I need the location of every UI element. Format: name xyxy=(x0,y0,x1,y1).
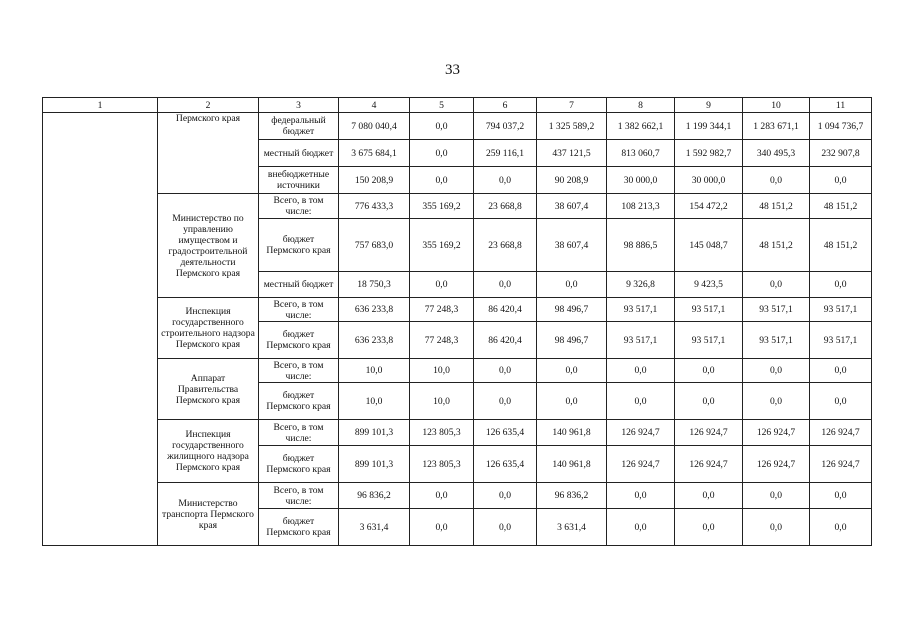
value-cell: 10,0 xyxy=(410,383,474,420)
header-cell: 11 xyxy=(810,98,872,113)
header-cell: 7 xyxy=(537,98,607,113)
value-cell: 98 886,5 xyxy=(607,219,675,272)
value-cell: 232 907,8 xyxy=(810,140,872,167)
value-cell: 123 805,3 xyxy=(410,446,474,483)
header-cell: 6 xyxy=(474,98,537,113)
value-cell: 355 169,2 xyxy=(410,219,474,272)
value-cell: 10,0 xyxy=(339,383,410,420)
value-cell: 0,0 xyxy=(810,383,872,420)
value-cell: 23 668,8 xyxy=(474,219,537,272)
value-cell: 18 750,3 xyxy=(339,272,410,298)
value-cell: 636 233,8 xyxy=(339,298,410,322)
value-cell: 126 635,4 xyxy=(474,446,537,483)
value-cell: 0,0 xyxy=(810,167,872,194)
value-cell: 0,0 xyxy=(474,167,537,194)
value-cell: 98 496,7 xyxy=(537,298,607,322)
source-cell: Всего, в том числе: xyxy=(259,483,339,509)
header-cell: 5 xyxy=(410,98,474,113)
page-number: 33 xyxy=(445,62,460,78)
value-cell: 93 517,1 xyxy=(675,298,743,322)
value-cell: 96 836,2 xyxy=(537,483,607,509)
value-cell: 108 213,3 xyxy=(607,194,675,219)
source-cell: местный бюджет xyxy=(259,140,339,167)
value-cell: 126 924,7 xyxy=(810,446,872,483)
value-cell: 3 631,4 xyxy=(339,509,410,546)
header-cell: 1 xyxy=(43,98,158,113)
source-cell: Всего, в том числе: xyxy=(259,420,339,446)
value-cell: 10,0 xyxy=(410,359,474,383)
value-cell: 23 668,8 xyxy=(474,194,537,219)
table-row xyxy=(43,194,872,219)
value-cell: 1 283 671,1 xyxy=(743,113,810,140)
value-cell: 794 037,2 xyxy=(474,113,537,140)
value-cell: 776 433,3 xyxy=(339,194,410,219)
value-cell: 150 208,9 xyxy=(339,167,410,194)
value-cell: 0,0 xyxy=(675,359,743,383)
value-cell: 899 101,3 xyxy=(339,446,410,483)
header-cell: 2 xyxy=(158,98,259,113)
value-cell: 10,0 xyxy=(339,359,410,383)
value-cell: 0,0 xyxy=(410,483,474,509)
value-cell: 7 080 040,4 xyxy=(339,113,410,140)
value-cell: 140 961,8 xyxy=(537,446,607,483)
value-cell: 0,0 xyxy=(743,383,810,420)
value-cell: 0,0 xyxy=(410,509,474,546)
value-cell: 30 000,0 xyxy=(607,167,675,194)
value-cell: 757 683,0 xyxy=(339,219,410,272)
org-cell: Министерство по управлению имуществом и градостроительной деятельности Пермского края xyxy=(158,194,259,298)
value-cell: 126 924,7 xyxy=(743,420,810,446)
value-cell: 86 420,4 xyxy=(474,298,537,322)
value-cell: 0,0 xyxy=(743,359,810,383)
value-cell: 38 607,4 xyxy=(537,194,607,219)
value-cell: 0,0 xyxy=(810,483,872,509)
value-cell: 1 094 736,7 xyxy=(810,113,872,140)
value-cell: 48 151,2 xyxy=(810,194,872,219)
value-cell: 1 382 662,1 xyxy=(607,113,675,140)
table-row xyxy=(43,483,872,509)
value-cell: 93 517,1 xyxy=(607,298,675,322)
value-cell: 48 151,2 xyxy=(743,219,810,272)
value-cell: 636 233,8 xyxy=(339,322,410,359)
header-cell: 3 xyxy=(259,98,339,113)
value-cell: 90 208,9 xyxy=(537,167,607,194)
value-cell: 93 517,1 xyxy=(607,322,675,359)
value-cell: 98 496,7 xyxy=(537,322,607,359)
value-cell: 48 151,2 xyxy=(810,219,872,272)
source-cell: Всего, в том числе: xyxy=(259,298,339,322)
org-cell: Инспекция государственного жилищного надзора Пермского края xyxy=(158,420,259,483)
source-cell: бюджет Пермского края xyxy=(259,509,339,546)
org-cell: Министерство транспорта Пермского края xyxy=(158,483,259,546)
header-cell: 8 xyxy=(607,98,675,113)
value-cell: 0,0 xyxy=(675,509,743,546)
source-cell: внебюджетные источники xyxy=(259,167,339,194)
value-cell: 48 151,2 xyxy=(743,194,810,219)
source-cell: местный бюджет xyxy=(259,272,339,298)
value-cell: 154 472,2 xyxy=(675,194,743,219)
value-cell: 0,0 xyxy=(607,483,675,509)
source-cell: Всего, в том числе: xyxy=(259,359,339,383)
value-cell: 93 517,1 xyxy=(743,298,810,322)
header-cell: 4 xyxy=(339,98,410,113)
source-cell: федеральный бюджет xyxy=(259,113,339,140)
value-cell: 1 592 982,7 xyxy=(675,140,743,167)
value-cell: 77 248,3 xyxy=(410,322,474,359)
value-cell: 126 924,7 xyxy=(607,446,675,483)
empty-cell xyxy=(43,113,158,546)
value-cell: 123 805,3 xyxy=(410,420,474,446)
source-cell: бюджет Пермского края xyxy=(259,322,339,359)
value-cell: 3 675 684,1 xyxy=(339,140,410,167)
value-cell: 126 924,7 xyxy=(675,446,743,483)
value-cell: 93 517,1 xyxy=(675,322,743,359)
value-cell: 126 924,7 xyxy=(607,420,675,446)
value-cell: 340 495,3 xyxy=(743,140,810,167)
value-cell: 0,0 xyxy=(607,359,675,383)
value-cell: 0,0 xyxy=(675,383,743,420)
value-cell: 9 423,5 xyxy=(675,272,743,298)
value-cell: 30 000,0 xyxy=(675,167,743,194)
value-cell: 86 420,4 xyxy=(474,322,537,359)
value-cell: 126 924,7 xyxy=(675,420,743,446)
value-cell: 0,0 xyxy=(474,509,537,546)
value-cell: 0,0 xyxy=(410,140,474,167)
value-cell: 96 836,2 xyxy=(339,483,410,509)
value-cell: 0,0 xyxy=(537,272,607,298)
value-cell: 126 924,7 xyxy=(743,446,810,483)
value-cell: 355 169,2 xyxy=(410,194,474,219)
value-cell: 3 631,4 xyxy=(537,509,607,546)
value-cell: 0,0 xyxy=(607,383,675,420)
value-cell: 0,0 xyxy=(743,272,810,298)
value-cell: 0,0 xyxy=(410,113,474,140)
value-cell: 0,0 xyxy=(474,383,537,420)
table-row xyxy=(43,359,872,383)
value-cell: 0,0 xyxy=(537,383,607,420)
value-cell: 93 517,1 xyxy=(810,322,872,359)
header-cell: 10 xyxy=(743,98,810,113)
value-cell: 0,0 xyxy=(743,167,810,194)
source-cell: бюджет Пермского края xyxy=(259,446,339,483)
source-cell: бюджет Пермского края xyxy=(259,219,339,272)
value-cell: 0,0 xyxy=(474,359,537,383)
value-cell: 0,0 xyxy=(607,509,675,546)
value-cell: 1 325 589,2 xyxy=(537,113,607,140)
value-cell: 0,0 xyxy=(474,483,537,509)
value-cell: 0,0 xyxy=(743,509,810,546)
value-cell: 0,0 xyxy=(810,509,872,546)
budget-table xyxy=(42,97,872,546)
value-cell: 126 635,4 xyxy=(474,420,537,446)
value-cell: 899 101,3 xyxy=(339,420,410,446)
value-cell: 140 961,8 xyxy=(537,420,607,446)
value-cell: 0,0 xyxy=(810,359,872,383)
value-cell: 9 326,8 xyxy=(607,272,675,298)
value-cell: 0,0 xyxy=(743,483,810,509)
value-cell: 0,0 xyxy=(410,167,474,194)
value-cell: 145 048,7 xyxy=(675,219,743,272)
value-cell: 126 924,7 xyxy=(810,420,872,446)
source-cell: бюджет Пермского края xyxy=(259,383,339,420)
value-cell: 1 199 344,1 xyxy=(675,113,743,140)
org-cell: Инспекция государственного строительного надзора Пермского края xyxy=(158,298,259,359)
value-cell: 93 517,1 xyxy=(810,298,872,322)
value-cell: 437 121,5 xyxy=(537,140,607,167)
value-cell: 0,0 xyxy=(537,359,607,383)
table-row xyxy=(43,113,872,140)
header-cell: 9 xyxy=(675,98,743,113)
source-cell: Всего, в том числе: xyxy=(259,194,339,219)
value-cell: 93 517,1 xyxy=(743,322,810,359)
header-row xyxy=(43,98,872,113)
value-cell: 0,0 xyxy=(810,272,872,298)
table-row xyxy=(43,420,872,446)
org-cell: Пермского края xyxy=(158,113,259,194)
table-row xyxy=(43,298,872,322)
value-cell: 0,0 xyxy=(410,272,474,298)
value-cell: 813 060,7 xyxy=(607,140,675,167)
org-cell: Аппарат Правительства Пермского края xyxy=(158,359,259,420)
value-cell: 259 116,1 xyxy=(474,140,537,167)
value-cell: 38 607,4 xyxy=(537,219,607,272)
value-cell: 77 248,3 xyxy=(410,298,474,322)
value-cell: 0,0 xyxy=(675,483,743,509)
value-cell: 0,0 xyxy=(474,272,537,298)
